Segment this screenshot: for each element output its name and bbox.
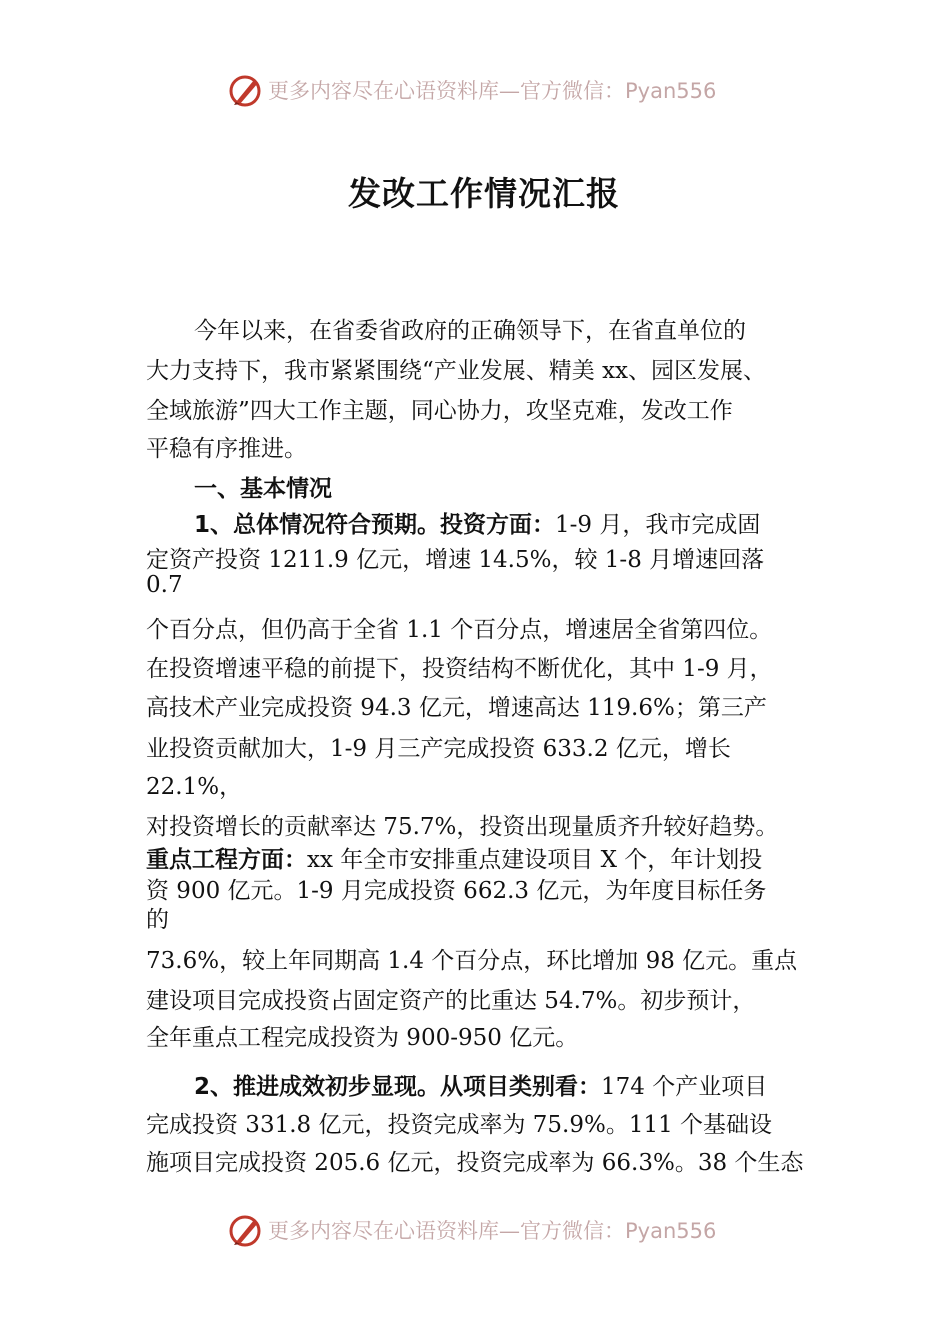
paragraph-line: 22.1%， bbox=[146, 774, 243, 800]
paragraph-line: 高技术产业完成投资 94.3 亿元，增速高达 119.6%；第三产 bbox=[146, 695, 767, 721]
paragraph-line: 平稳有序推进。 bbox=[146, 436, 307, 462]
wechat-id: Pyan556 bbox=[625, 1219, 717, 1243]
footer-banner bbox=[0, 1210, 950, 1250]
subheading: 重点工程方面： bbox=[146, 847, 307, 873]
banner-text: 更多内容尽在心语资料库—官方微信：Pyan556 bbox=[268, 79, 717, 103]
paragraph-line: 今年以来，在省委省政府的正确领导下，在省直单位的 bbox=[194, 318, 746, 344]
paragraph-line: 全年重点工程完成投资为 900-950 亿元。 bbox=[146, 1025, 579, 1051]
paragraph-line: 建设项目完成投资占固定资产的比重达 54.7%。初步预计， bbox=[146, 988, 756, 1014]
paragraph-line: 对投资增长的贡献率达 75.7%，投资出现量质齐升较好趋势。 bbox=[146, 814, 779, 840]
paragraph-line: 0.7 bbox=[146, 572, 183, 598]
paragraph-line: 2、推进成效初步显现。从项目类别看：174 个产业项目 bbox=[194, 1074, 768, 1100]
paragraph-line: 业投资贡献加大，1-9 月三产完成投资 633.2 亿元，增长 bbox=[146, 736, 731, 762]
subheading: 1、总体情况符合预期。投资方面： bbox=[194, 512, 556, 538]
paragraph-line: 73.6%，较上年同期高 1.4 个百分点，环比增加 98 亿元。重点 bbox=[146, 948, 798, 974]
paragraph-line: 1、总体情况符合预期。投资方面：1-9 月，我市完成固 bbox=[194, 512, 761, 538]
paragraph-line: 完成投资 331.8 亿元，投资完成率为 75.9%。111 个基础设 bbox=[146, 1112, 773, 1138]
header-banner bbox=[0, 70, 950, 110]
paragraph-line: 大力支持下，我市紧紧围绕“产业发展、精美 xx、园区发展、 bbox=[146, 358, 767, 384]
pen-logo-icon bbox=[228, 72, 264, 108]
paragraph-line: 资 900 亿元。1-9 月完成投资 662.3 亿元，为年度目标任务 bbox=[146, 878, 767, 904]
document-title: 发改工作情况汇报 bbox=[348, 174, 620, 213]
paragraph-line: 的 bbox=[146, 907, 169, 933]
paragraph-line: 施项目完成投资 205.6 亿元，投资完成率为 66.3%。38 个生态 bbox=[146, 1150, 804, 1176]
subheading: 2、推进成效初步显现。从项目类别看： bbox=[194, 1074, 602, 1100]
section-heading: 一、基本情况 bbox=[194, 476, 332, 502]
pen-logo-icon bbox=[228, 1212, 264, 1248]
banner-text: 更多内容尽在心语资料库—官方微信：Pyan556 bbox=[268, 1219, 717, 1243]
paragraph-line: 重点工程方面：xx 年全市安排重点建设项目 X 个，年计划投 bbox=[146, 847, 763, 873]
wechat-id: Pyan556 bbox=[625, 79, 717, 103]
paragraph-line: 在投资增速平稳的前提下，投资结构不断优化，其中 1-9 月， bbox=[146, 656, 773, 682]
paragraph-line: 个百分点，但仍高于全省 1.1 个百分点，增速居全省第四位。 bbox=[146, 617, 773, 643]
paragraph-line: 全域旅游”四大工作主题，同心协力，攻坚克难，发改工作 bbox=[146, 398, 733, 424]
paragraph-line: 定资产投资 1211.9 亿元，增速 14.5%，较 1-8 月增速回落 bbox=[146, 547, 765, 573]
